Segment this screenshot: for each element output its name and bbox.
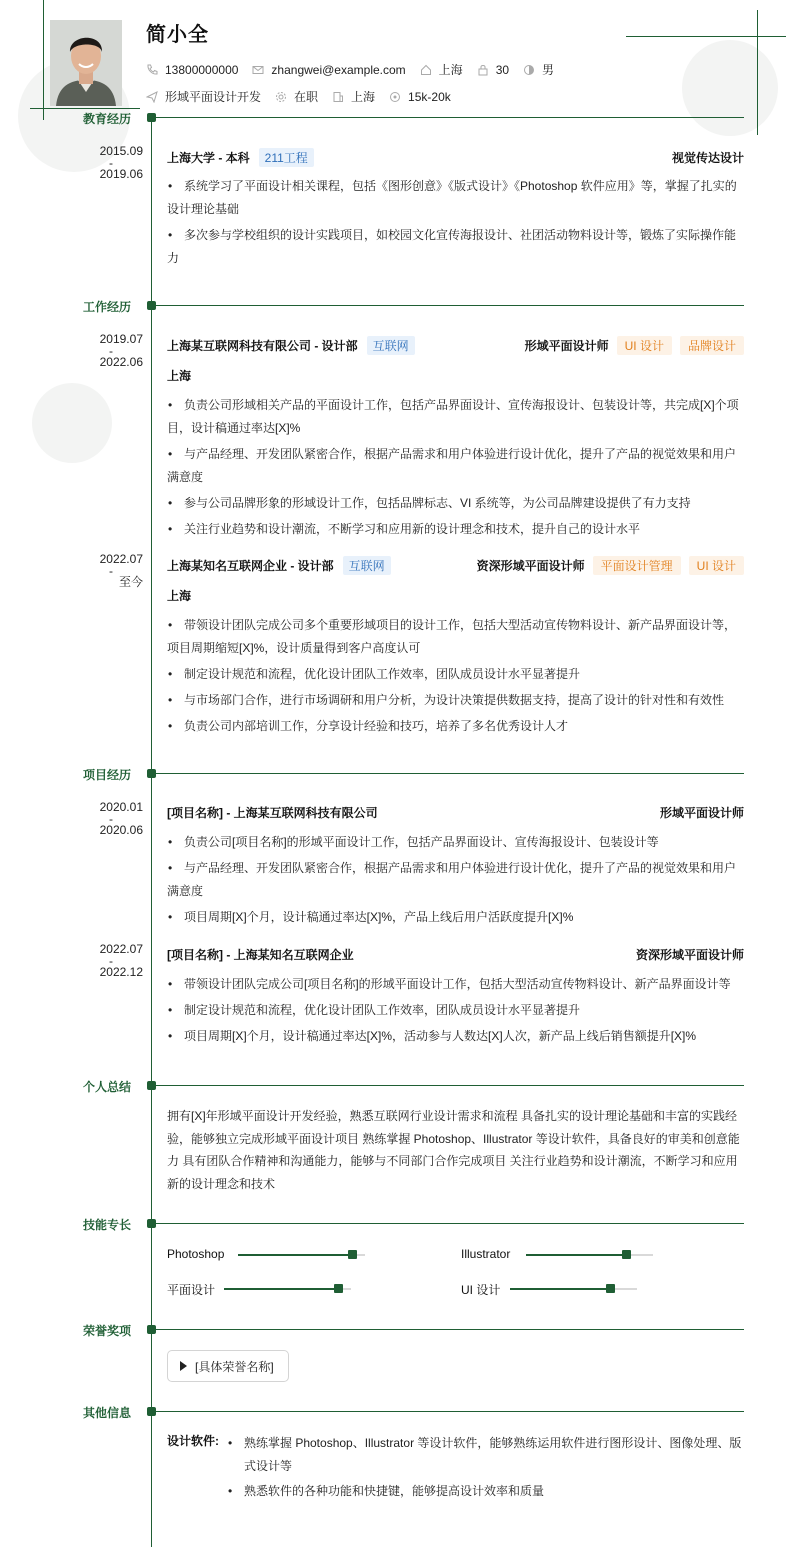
list-item: • 项目周期[X]个月，设计稿通过率达[X]%，活动参与人数达[X]人次，新产品上线后销售额提升[X]% xyxy=(167,1025,744,1048)
company-name: 上海某知名互联网企业 - 设计部 xyxy=(167,559,334,573)
skill-label: UI 设计 xyxy=(461,1283,501,1297)
school-tag: 211工程 xyxy=(259,148,314,167)
location-text: 上海 xyxy=(438,63,463,77)
section-title-education: 教育经历 xyxy=(83,112,132,126)
date-separator: - xyxy=(109,563,113,578)
list-item: • 项目周期[X]个月，设计稿通过率达[X]%，产品上线后用户活跃度提升[X]% xyxy=(167,906,744,929)
section-divider xyxy=(156,1223,744,1224)
section-marker xyxy=(147,301,156,310)
project-name: [项目名称] - 上海某互联网科技有限公司 xyxy=(167,806,378,820)
section-divider xyxy=(156,117,744,118)
school-name: 上海大学 - 本科 xyxy=(167,151,250,165)
skill-tag: UI 设计 xyxy=(617,336,672,355)
list-item: • 参与公司品牌形象的形域设计工作，包括品牌标志、VI 系统等，为公司品牌建设提供了有力支持 xyxy=(167,492,744,515)
date-end: 2022.06 xyxy=(99,355,143,369)
intention-row xyxy=(146,88,465,105)
skill-bar-fill xyxy=(526,1254,626,1256)
skill-bar-knob xyxy=(622,1250,631,1259)
phone-text: 13800000000 xyxy=(165,62,239,77)
date-start: 2020.01 xyxy=(99,800,143,814)
gender-icon xyxy=(523,64,535,76)
work-bullets xyxy=(167,614,744,741)
avatar xyxy=(50,20,122,106)
list-item: • 负责公司形域相关产品的平面设计工作，包括产品界面设计、宣传海报设计、包装设计等，共完成[X]个项目，设计稿通过率达[X]% xyxy=(167,394,744,440)
skill-bar-fill xyxy=(510,1288,610,1290)
decor-line xyxy=(757,10,758,135)
gear-icon xyxy=(275,91,287,103)
play-icon xyxy=(180,1361,187,1371)
section-title-projects: 项目经历 xyxy=(83,768,132,782)
industry-tag: 互联网 xyxy=(367,336,415,355)
education-bullets xyxy=(167,175,744,273)
skill-bar xyxy=(526,1254,653,1256)
status-text: 在职 xyxy=(294,90,319,104)
date-separator: - xyxy=(109,811,113,826)
email-item xyxy=(252,63,405,77)
list-item: • 与产品经理、开发团队紧密合作，根据产品需求和用户体验进行设计优化，提升了产品的视觉效果和用户满意度 xyxy=(167,443,744,489)
contact-row xyxy=(146,61,568,78)
work-date xyxy=(73,554,143,589)
list-item: • 多次参与学校组织的设计实践项目，如校园文化宣传海报设计、社团活动物料设计等，锻炼了实际操作能力 xyxy=(167,224,744,270)
section-marker xyxy=(147,769,156,778)
date-separator: - xyxy=(109,343,113,358)
section-title-skills: 技能专长 xyxy=(83,1218,132,1232)
skill-bar-knob xyxy=(334,1284,343,1293)
project-date xyxy=(73,944,143,979)
date-start: 2019.07 xyxy=(99,332,143,346)
skill-bar xyxy=(238,1254,365,1256)
skill-bar-fill xyxy=(224,1288,338,1290)
skill-tag: UI 设计 xyxy=(689,556,744,575)
project-header xyxy=(167,946,744,963)
section-title-work: 工作经历 xyxy=(83,300,132,314)
date-end: 2019.06 xyxy=(99,167,143,181)
lock-icon xyxy=(477,64,489,76)
age-text: 30 xyxy=(495,62,510,77)
project-date xyxy=(73,802,143,837)
list-item: • 负责公司内部培训工作，分享设计经验和技巧，培养了多名优秀设计人才 xyxy=(167,715,744,738)
other-list xyxy=(227,1432,744,1506)
send-icon xyxy=(146,91,158,103)
section-title-other: 其他信息 xyxy=(83,1406,132,1420)
work-bullets xyxy=(167,394,744,544)
list-item: • 熟悉软件的各种功能和快捷键，能够提高设计效率和质量 xyxy=(227,1480,744,1503)
list-item: • 制定设计规范和流程，优化设计团队工作效率，团队成员设计水平显著提升 xyxy=(167,663,744,686)
date-start: 2022.07 xyxy=(99,552,143,566)
list-item: • 与产品经理、开发团队紧密合作，根据产品需求和用户体验进行设计优化，提升了产品的视觉效果和用户满意度 xyxy=(167,857,744,903)
intention-item xyxy=(146,88,261,105)
project-bullets xyxy=(167,831,744,932)
list-item: • 制定设计规范和流程，优化设计团队工作效率，团队成员设计水平显著提升 xyxy=(167,999,744,1022)
skill-tag: 品牌设计 xyxy=(680,336,744,355)
section-marker xyxy=(147,1407,156,1416)
skill-bar-knob xyxy=(348,1250,357,1259)
phone-item xyxy=(146,63,238,77)
home-icon xyxy=(420,64,432,76)
section-divider xyxy=(156,773,744,774)
decor-line xyxy=(43,0,44,120)
summary-text: 拥有[X]年形域平面设计开发经验，熟悉互联网行业设计需求和流程 具备扎实的设计理论基础和丰富的实践经验，能够独立完成形域平面设计项目 熟练掌握 Photoshop、Illustrator 等设计软件，具备良好的审美和创意能力 具有团队合作精神和沟通能力，能够与不同部门合作完成项目 关注行业趋势和设计潮流，不断学习和应用新的设计理念和技术 xyxy=(167,1109,740,1191)
skill-bar xyxy=(510,1288,637,1290)
section-marker xyxy=(147,1325,156,1334)
city-text: 上海 xyxy=(351,90,376,104)
salary-item xyxy=(389,90,451,104)
decor-line xyxy=(30,108,140,109)
honor-name: [具体荣誉名称] xyxy=(195,1359,274,1374)
decor-line xyxy=(626,36,786,37)
city-item xyxy=(332,88,375,105)
date-end: 2020.06 xyxy=(99,823,143,837)
section-marker xyxy=(147,1219,156,1228)
work-city: 上海 xyxy=(167,589,192,603)
other-label: 设计软件: xyxy=(167,1434,219,1448)
skill-bar-fill xyxy=(238,1254,352,1256)
skill-label: Illustrator xyxy=(461,1247,511,1261)
salary-text: 15k-20k xyxy=(408,89,451,104)
work-header xyxy=(167,336,744,355)
skill-tag: 平面设计管理 xyxy=(593,556,681,575)
section-divider xyxy=(156,305,744,306)
project-role: 形域平面设计师 xyxy=(659,806,744,820)
coin-icon xyxy=(389,91,401,103)
candidate-name: 简小全 xyxy=(146,24,209,46)
date-end: 至今 xyxy=(118,575,143,589)
gender-item xyxy=(523,61,554,78)
honor-item[interactable] xyxy=(167,1350,289,1382)
decor-circle xyxy=(682,40,778,136)
work-date xyxy=(73,334,143,369)
work-header xyxy=(167,556,744,575)
phone-icon xyxy=(146,64,158,76)
section-divider xyxy=(156,1411,744,1412)
status-item xyxy=(275,88,318,105)
intention-text: 形域平面设计开发 xyxy=(165,90,262,104)
education-header xyxy=(167,148,744,167)
decor-circle xyxy=(32,383,112,463)
project-header xyxy=(167,804,744,821)
major: 视觉传达设计 xyxy=(671,151,744,165)
skill-bar xyxy=(224,1288,351,1290)
building-icon xyxy=(332,91,344,103)
list-item: • 关注行业趋势和设计潮流，不断学习和应用新的设计理念和技术，提升自己的设计水平 xyxy=(167,518,744,541)
skill-bar-knob xyxy=(606,1284,615,1293)
date-start: 2022.07 xyxy=(99,942,143,956)
list-item: • 负责公司[项目名称]的形域平面设计工作，包括产品界面设计、宣传海报设计、包装设计等 xyxy=(167,831,744,854)
education-date xyxy=(73,146,143,181)
section-title-summary: 个人总结 xyxy=(83,1080,132,1094)
date-separator: - xyxy=(109,155,113,170)
section-divider xyxy=(156,1329,744,1330)
section-marker xyxy=(147,113,156,122)
section-divider xyxy=(156,1085,744,1086)
mail-icon xyxy=(252,64,264,76)
industry-tag: 互联网 xyxy=(343,556,391,575)
section-marker xyxy=(147,1081,156,1090)
date-start: 2015.09 xyxy=(99,144,143,158)
age-item xyxy=(477,63,509,77)
date-end: 2022.12 xyxy=(99,965,143,979)
list-item: • 系统学习了平面设计相关课程，包括《图形创意》《版式设计》《Photoshop 软件应用》等，掌握了扎实的设计理论基础 xyxy=(167,175,744,221)
skill-label: Photoshop xyxy=(167,1247,225,1261)
location-item xyxy=(420,61,463,78)
job-title: 资深形域平面设计师 xyxy=(476,559,585,573)
project-bullets xyxy=(167,973,744,1051)
list-item: • 带领设计团队完成公司[项目名称]的形域平面设计工作，包括大型活动宣传物料设计、新产品界面设计等 xyxy=(167,973,744,996)
project-name: [项目名称] - 上海某知名互联网企业 xyxy=(167,948,354,962)
work-city: 上海 xyxy=(167,369,192,383)
skill-label: 平面设计 xyxy=(167,1283,216,1297)
company-name: 上海某互联网科技有限公司 - 设计部 xyxy=(167,339,358,353)
section-title-honors: 荣誉奖项 xyxy=(83,1324,132,1338)
list-item: • 带领设计团队完成公司多个重要形域项目的设计工作，包括大型活动宣传物料设计、新产品界面设计等，项目周期缩短[X]%，设计质量得到客户高度认可 xyxy=(167,614,744,660)
gender-text: 男 xyxy=(542,63,555,77)
email-text: zhangwei@example.com xyxy=(271,62,406,77)
list-item: • 与市场部门合作，进行市场调研和用户分析，为设计决策提供数据支持，提高了设计的针对性和有效性 xyxy=(167,689,744,712)
date-separator: - xyxy=(109,953,113,968)
job-title: 形域平面设计师 xyxy=(524,339,609,353)
list-item: • 熟练掌握 Photoshop、Illustrator 等设计软件，能够熟练运用软件进行图形设计、图像处理、版式设计等 xyxy=(227,1432,744,1477)
project-role: 资深形域平面设计师 xyxy=(635,948,744,962)
